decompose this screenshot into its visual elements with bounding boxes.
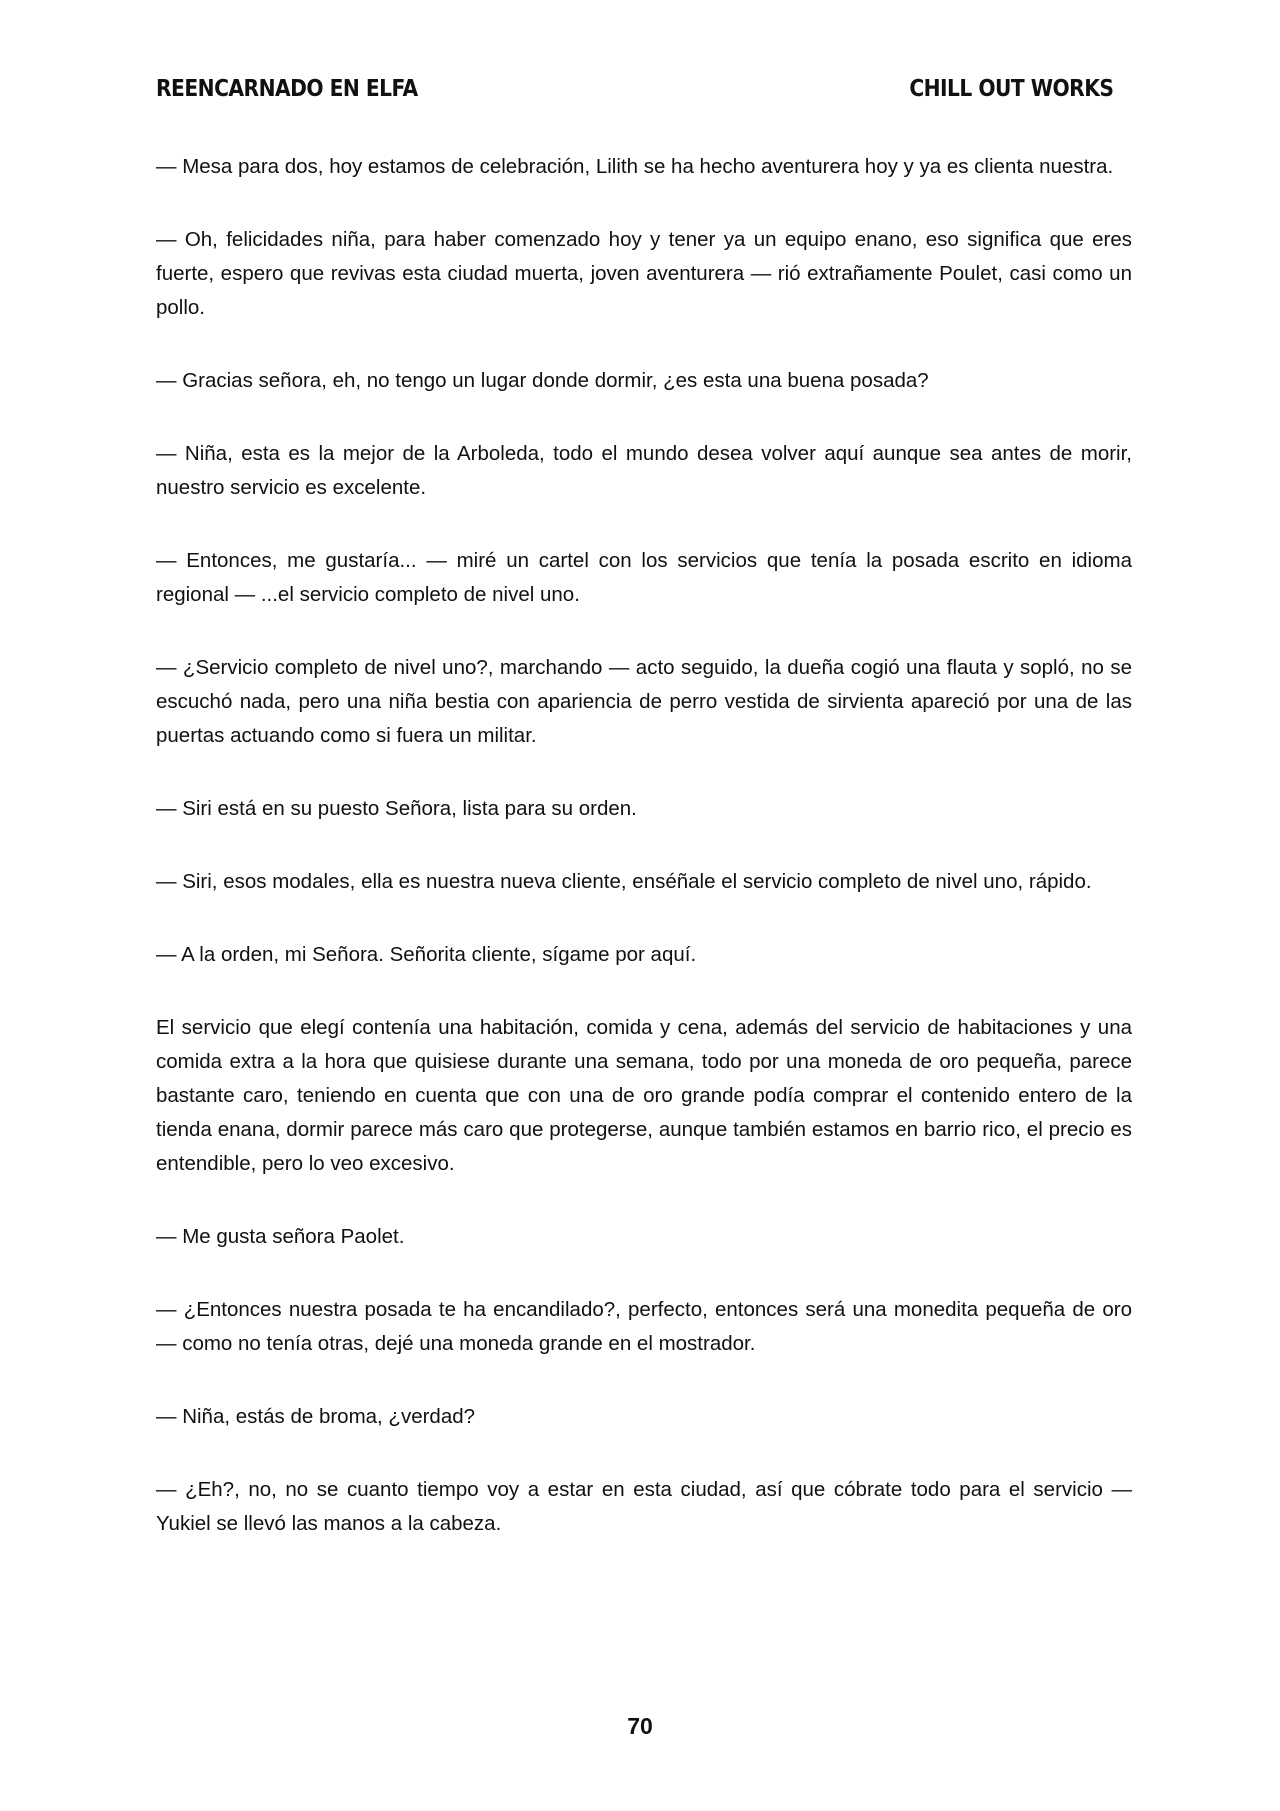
paragraph: — A la orden, mi Señora. Señorita cliente, sígame por aquí.: [156, 943, 697, 966]
paragraph: — Niña, estás de broma, ¿verdad?: [156, 1405, 476, 1428]
paragraph: — Me gusta señora Paolet.: [156, 1225, 405, 1248]
paragraph: — ¿Servicio completo de nivel uno?, marchando — acto seguido, la dueña cogió una flauta y sopló, no se escuchó nada, pero una niña bestia con apariencia de perro vestida de sirvienta apareció por una de las puertas actuando como si fuera un militar.: [156, 656, 1132, 747]
running-header: [156, 76, 1113, 102]
paragraph: — Oh, felicidades niña, para haber comenzado hoy y tener ya un equipo enano, eso significa que eres fuerte, espero que revivas esta ciudad muerta, joven aventurera — rió extrañamente Poulet, casi como un pollo.: [156, 228, 1132, 319]
paragraph: — Mesa para dos, hoy estamos de celebración, Lilith se ha hecho aventurera hoy y ya es clienta nuestra.: [156, 155, 1114, 178]
paragraph: — Gracias señora, eh, no tengo un lugar donde dormir, ¿es esta una buena posada?: [156, 369, 929, 392]
paragraph: — ¿Entonces nuestra posada te ha encandilado?, perfecto, entonces será una monedita pequeña de oro — como no tenía otras, dejé una moneda grande en el mostrador.: [156, 1298, 1132, 1355]
book-title: REENCARNADO EN ELFA: [156, 76, 418, 102]
paragraph: — Siri está en su puesto Señora, lista para su orden.: [156, 797, 637, 820]
paragraph: El servicio que elegí contenía una habitación, comida y cena, además del servicio de habitaciones y una comida extra a la hora que quisiese durante una semana, todo por una moneda de oro pequeña, parece bastante caro, teniendo en cuenta que con una de oro grande podía comprar el contenido entero de la tienda enana, dormir parece más caro que protegerse, aunque también estamos en barrio rico, el precio es entendible, pero lo veo excesivo.: [156, 1016, 1132, 1175]
paragraph: — Entonces, me gustaría... — miré un cartel con los servicios que tenía la posada escrito en idioma regional — ...el servicio completo de nivel uno.: [156, 549, 1132, 606]
paragraph: — ¿Eh?, no, no se cuanto tiempo voy a estar en esta ciudad, así que cóbrate todo para el servicio — Yukiel se llevó las manos a la cabeza.: [156, 1478, 1132, 1535]
paragraph: — Siri, esos modales, ella es nuestra nueva cliente, enséñale el servicio completo de nivel uno, rápido.: [156, 870, 1092, 893]
page-number: 70: [627, 1713, 653, 1739]
page-body: [156, 150, 1132, 1580]
paragraph: — Niña, esta es la mejor de la Arboleda, todo el mundo desea volver aquí aunque sea antes de morir, nuestro servicio es excelente.: [156, 442, 1132, 499]
publisher-name: CHILL OUT WORKS: [909, 76, 1114, 102]
